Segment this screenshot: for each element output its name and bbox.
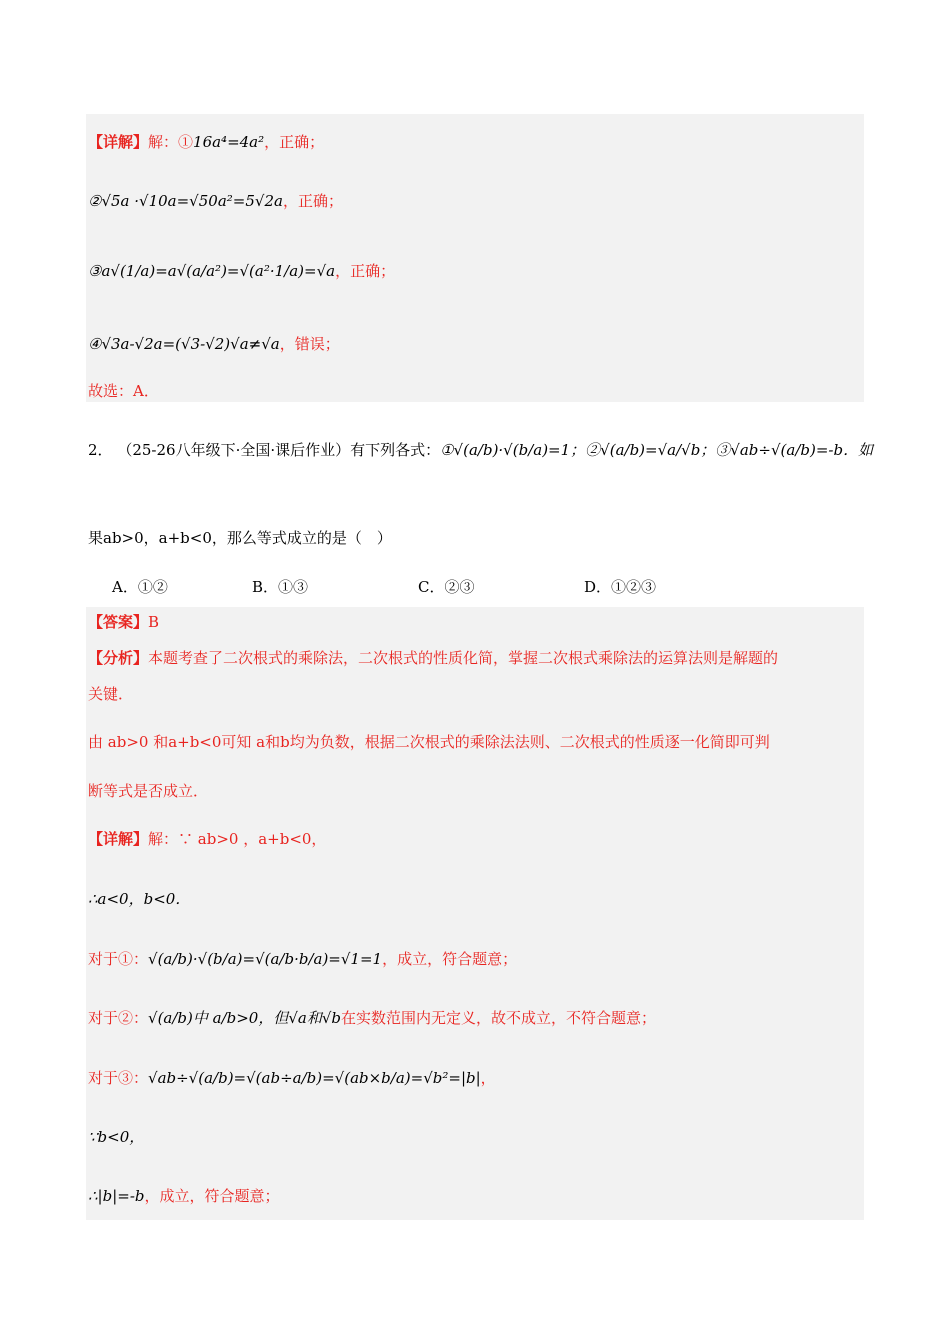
q1-detail-line3: ③a√(1/a)=a√(a/a²)=√(a²·1/a)=√a，正确；: [88, 262, 396, 280]
q2-item3: 对于③：√ab÷√(a/b)=√(ab÷a/b)=√(ab×b/a)=√b²=|b|，: [88, 1069, 496, 1087]
q2-detail-line1: 【详解】解：∵ ab>0 ，a+b<0，: [88, 830, 327, 848]
option-d[interactable]: D．①②③: [584, 578, 657, 596]
option-c[interactable]: C．②③: [418, 578, 475, 596]
q1-solution-box: [86, 114, 864, 402]
q2-analysis-line2: 关键．: [88, 685, 134, 703]
math-expr: √(a/b)中 a/b>0，但√a和√b: [148, 1009, 342, 1027]
q2-detail-line4: ∴|b|=-b，成立，符合题意；: [88, 1187, 280, 1205]
math-expr: ②√5a ·√10a=√50a²=5√2a: [88, 192, 283, 210]
math-expr: √ab÷√(a/b)=√(ab÷a/b)=√(ab×b/a)=√b²=|b|: [148, 1069, 481, 1087]
option-a[interactable]: A．①②: [112, 578, 168, 596]
q1-detail-line4: ④√3a-√2a=(√3-√2)√a≠√a，错误；: [88, 335, 340, 353]
analysis-label: 【分析】: [88, 649, 149, 667]
q2-analysis-line4: 断等式是否成立．: [88, 782, 209, 800]
q2-detail-line2: ∴a<0，b<0．: [88, 890, 191, 908]
question-source: （25-26八年级下·全国·课后作业）有下列各式：: [117, 441, 441, 459]
answer-value: B: [148, 613, 160, 631]
q2-question-line2: 果ab>0，a+b<0，那么等式成立的是（ ）: [88, 529, 392, 547]
q2-item1: 对于①：√(a/b)·√(b/a)=√(a/b·b/a)=√1=1，成立，符合题意；: [88, 950, 518, 968]
math-expr: ③a√(1/a)=a√(a/a²)=√(a²·1/a)=√a: [88, 262, 336, 280]
math-expr: ④√3a-√2a=(√3-√2)√a≠√a: [88, 335, 280, 353]
math-expr: ∴|b|=-b: [88, 1187, 145, 1205]
math-expr: √(a/b)·√(b/a)=√(a/b·b/a)=√1=1: [148, 950, 383, 968]
q2-question-line1: [88, 440, 873, 460]
q2-solution-box: [86, 607, 864, 1220]
option-b[interactable]: B．①③: [252, 578, 309, 596]
answer-label: 【答案】: [88, 613, 149, 631]
question-number: 2．: [88, 441, 113, 459]
q2-item2: 对于②：√(a/b)中 a/b>0，但√a和√b在实数范围内无定义，故不成立，不符合题意；: [88, 1009, 657, 1027]
q2-answer: [88, 612, 159, 632]
q1-detail-line2: ②√5a ·√10a=√50a²=5√2a，正确；: [88, 192, 343, 210]
detail-label: 【详解】: [88, 133, 149, 151]
math-expr: ①√(a/b)·√(b/a)=1；②√(a/b)=√a/√b；③√ab÷√(a/b)=-b．如: [440, 441, 874, 459]
q1-conclusion: 故选：A．: [88, 382, 159, 400]
q2-detail-line3: ∵b<0，: [88, 1128, 145, 1146]
detail-label: 【详解】: [88, 830, 149, 848]
math-expr: 16a⁴=4a²: [193, 133, 265, 151]
q1-detail-line1: 【详解】解：①16a⁴=4a²，正确；: [88, 133, 325, 151]
q2-analysis-line1: 【分析】本题考查了二次根式的乘除法，二次根式的性质化简，掌握二次根式乘除法的运算法则是解题的: [88, 649, 779, 667]
q2-analysis-line3: 由 ab>0 和a+b<0可知 a和b均为负数，根据二次根式的乘除法法则、二次根式的性质逐一化简即可判: [88, 733, 770, 751]
